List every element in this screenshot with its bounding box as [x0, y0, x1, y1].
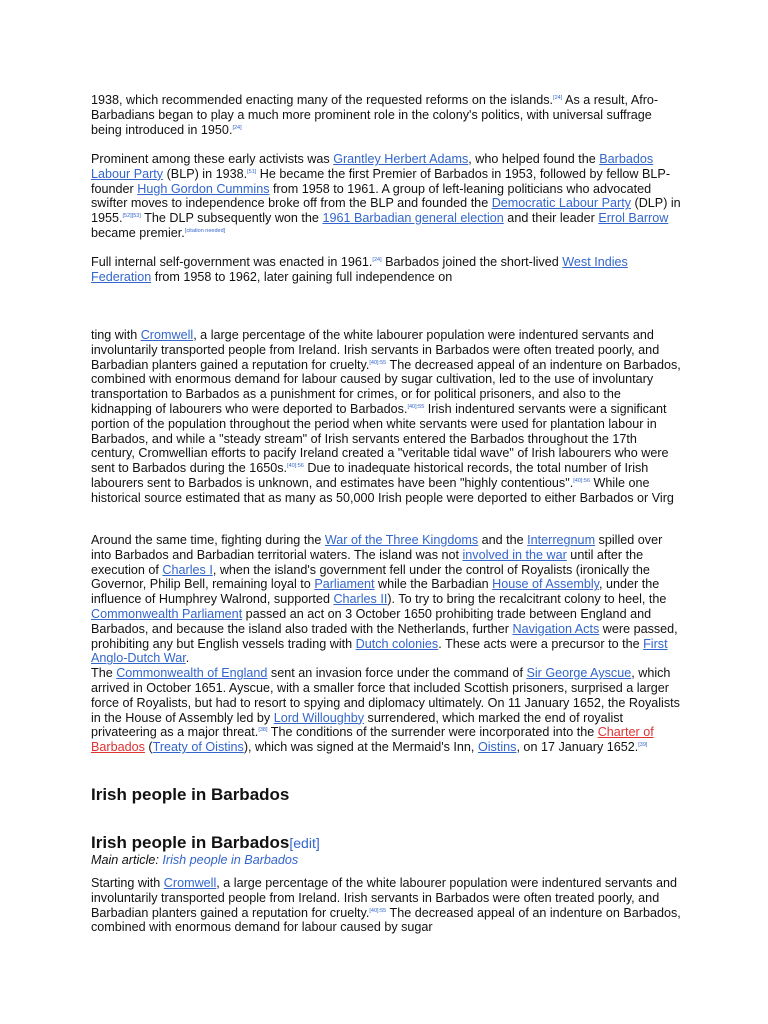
section-heading: Irish people in Barbados	[91, 785, 290, 804]
link-oistins[interactable]: Oistins	[477, 740, 517, 755]
text: Due to inadequate historical records, the total number of Irish labourers sent to Barbados is unknown, and estimates have been "highly contentious".	[91, 461, 649, 490]
citation[interactable]: [40]:56	[573, 477, 591, 484]
text: from 1958 to 1961. A group of left-leaning politicians who advocated swifter moves to independence broke off from the BLP and founded the	[91, 181, 652, 211]
paragraph-irish-servants	[91, 328, 681, 506]
text: (BLP) in 1938.	[163, 166, 248, 181]
text: Starting with	[91, 876, 164, 890]
text: , which arrived in October 1651. Ayscue, with a smaller force that included Scottish prisoners, surprised a larger force of Royalists, but had to resort to spying and diplomacy ultimately. On 11 January 1652, the Royalists in the House of Assembly led by	[91, 666, 680, 725]
text: Prominent among these early activists was	[91, 152, 334, 166]
text: The	[91, 666, 117, 681]
text: The decreased appeal of an indenture on Barbados, combined with enormous demand for labour caused by sugar	[91, 905, 681, 935]
text: surrendered, which marked the end of royalist privateering as a major threat.	[91, 710, 624, 740]
link-treaty-of-oistins[interactable]: Treaty of Oistins	[152, 740, 244, 755]
link-barbados-labour-party[interactable]: Barbados Labour Party	[91, 152, 654, 181]
link-george-ayscue[interactable]: Sir George Ayscue	[526, 666, 632, 681]
link-cromwell[interactable]: Cromwell	[140, 328, 194, 342]
text: from 1958 to 1962, later gaining full independence on	[151, 269, 453, 284]
text: He became the first Premier of Barbados in 1953, followed by fellow BLP-founder	[91, 166, 671, 196]
text: Barbados joined the short-lived	[381, 255, 563, 269]
link-dutch-colonies[interactable]: Dutch colonies	[355, 636, 439, 651]
text: (DLP) in 1955.	[91, 196, 681, 226]
citation[interactable]: [52][53]	[122, 213, 141, 219]
text: (	[144, 740, 153, 755]
link-navigation-acts[interactable]: Navigation Acts	[512, 621, 600, 636]
text: , when the island's government fell under the control of Royalists (ironically the Governor, Philip Bell, remaining loyal to	[91, 562, 650, 592]
citation-needed[interactable]: [citation needed]	[184, 227, 226, 234]
link-charter-of-barbados[interactable]: Charter of Barbados	[91, 725, 654, 755]
text: The conditions of the surrender were incorporated into the	[267, 725, 598, 740]
edit-link[interactable]: [edit]	[289, 835, 320, 851]
citation[interactable]: [51]	[247, 168, 257, 175]
text: until after the execution of	[91, 547, 644, 577]
text: ). To try to bring the recalcitrant colony to heel, the	[387, 592, 667, 607]
text: , a large percentage of the white labourer population were indentured servants and involuntarily transported people from Ireland. Irish servants in Barbados were often treated poorly, and Barbadian planters gained a reputation for cruelty.	[91, 876, 677, 920]
citation[interactable]: [38]	[258, 727, 268, 734]
section-heading-with-edit	[91, 833, 320, 853]
link-involved-in-war[interactable]: involved in the war	[462, 547, 567, 562]
citation[interactable]: [24]	[372, 256, 382, 263]
text: . These acts were a precursor to the	[438, 636, 644, 651]
text: .	[185, 651, 190, 666]
citation[interactable]: [40]:56	[287, 462, 304, 469]
paragraph-early-activists	[91, 152, 681, 241]
text: , a large percentage of the white labourer population were indentured servants and involuntarily transported people from Ireland. Irish servants in Barbados were often treated poorly, and Barbadian planters gained a reputation for cruelty.	[91, 328, 660, 372]
text: Around the same time, fighting during the	[91, 533, 325, 547]
text: spilled over into Barbados and Barbadian territorial waters. The island was not	[91, 533, 663, 562]
link-charles-i[interactable]: Charles I	[162, 562, 213, 577]
citation[interactable]: [24]	[232, 124, 242, 131]
text: and their leader	[503, 211, 599, 226]
link-1961-election[interactable]: 1961 Barbadian general election	[322, 211, 504, 226]
link-lord-willoughby[interactable]: Lord Willoughby	[273, 710, 365, 725]
text: As a result, Afro-Barbadians began to play a much more prominent role in the colony's politics, with universal suffrage being introduced in 1950.	[91, 93, 659, 137]
text: While one historical source estimated that as many as 50,000 Irish people were deported to either Barbados or Virg	[91, 475, 674, 505]
citation[interactable]: [40]:55	[407, 403, 425, 410]
text: were passed, prohibiting any but English vessels trading with	[91, 621, 678, 651]
text: ), which was signed at the Mermaid's Inn,	[243, 740, 478, 755]
main-article-note	[91, 853, 298, 868]
link-house-of-assembly[interactable]: House of Assembly	[492, 577, 600, 592]
text: The DLP subsequently won the	[140, 211, 323, 226]
link-war-three-kingdoms[interactable]: War of the Three Kingdoms	[324, 533, 479, 547]
link-commonwealth-parliament[interactable]: Commonwealth Parliament	[91, 606, 243, 621]
citation[interactable]: [24]	[553, 94, 563, 101]
link-west-indies-federation[interactable]: West Indies Federation	[91, 255, 628, 284]
text: and the	[478, 533, 528, 547]
text: Full internal self-government was enacted in 1961.	[91, 255, 373, 269]
paragraph-self-government	[91, 255, 681, 285]
link-grantley-adams[interactable]: Grantley Herbert Adams	[333, 152, 469, 166]
text: , who helped found the	[468, 152, 600, 166]
link-main-article[interactable]: Irish people in Barbados	[162, 853, 299, 867]
link-errol-barrow[interactable]: Errol Barrow	[598, 211, 669, 226]
heading-text: Irish people in Barbados	[91, 833, 290, 852]
link-charles-ii[interactable]: Charles II	[333, 592, 388, 607]
text: sent an invasion force under the command of	[267, 666, 527, 681]
text: Main article:	[91, 853, 163, 867]
text: became premier.	[91, 225, 185, 240]
text: , under the influence of Humphrey Walrond, supported	[91, 577, 660, 607]
paragraph-starting-cromwell	[91, 876, 681, 935]
paragraph-three-kingdoms	[91, 533, 681, 755]
text: while the Barbadian	[374, 577, 493, 592]
text: The decreased appeal of an indenture on Barbados, combined with enormous demand for labour caused by sugar cultivation, led to the use of involuntary transportation to Barbados as a punishment for crimes, or for political prisoners, and also to the kidnapping of labourers who were deported to Barbados.	[91, 357, 681, 416]
text: passed an act on 3 October 1650 prohibiting trade between England and Barbados, and because the island also traded with the Netherlands, further	[91, 606, 652, 636]
text: ting with	[91, 328, 141, 342]
text: , on 17 January 1652.	[516, 740, 639, 755]
link-interregnum[interactable]: Interregnum	[527, 533, 596, 547]
citation[interactable]: [40]:55	[369, 907, 387, 914]
link-hugh-cummins[interactable]: Hugh Gordon Cummins	[137, 181, 270, 196]
text: 1938, which recommended enacting many of the requested reforms on the islands.	[91, 93, 554, 107]
link-commonwealth-of-england[interactable]: Commonwealth of England	[116, 666, 268, 681]
citation[interactable]: [40]:55	[369, 359, 387, 366]
link-democratic-labour-party[interactable]: Democratic Labour Party	[491, 196, 631, 211]
text: Irish indentured servants were a significant portion of the population throughout the period when white servants were used for plantation labour in Barbados, and while a "steady stream" of Irish servants entered the Barbados throughout the 17th century, Cromwellian efforts to pacify Ireland created a "veritable tidal wave" of Irish labourers who were sent to Barbados during the 1650s.	[91, 401, 669, 476]
link-parliament[interactable]: Parliament	[314, 577, 375, 592]
paragraph-reforms	[91, 93, 681, 137]
link-first-anglo-dutch-war[interactable]: First Anglo-Dutch War	[91, 636, 668, 666]
link-cromwell[interactable]: Cromwell	[163, 876, 217, 890]
citation[interactable]: [39]	[638, 741, 648, 748]
